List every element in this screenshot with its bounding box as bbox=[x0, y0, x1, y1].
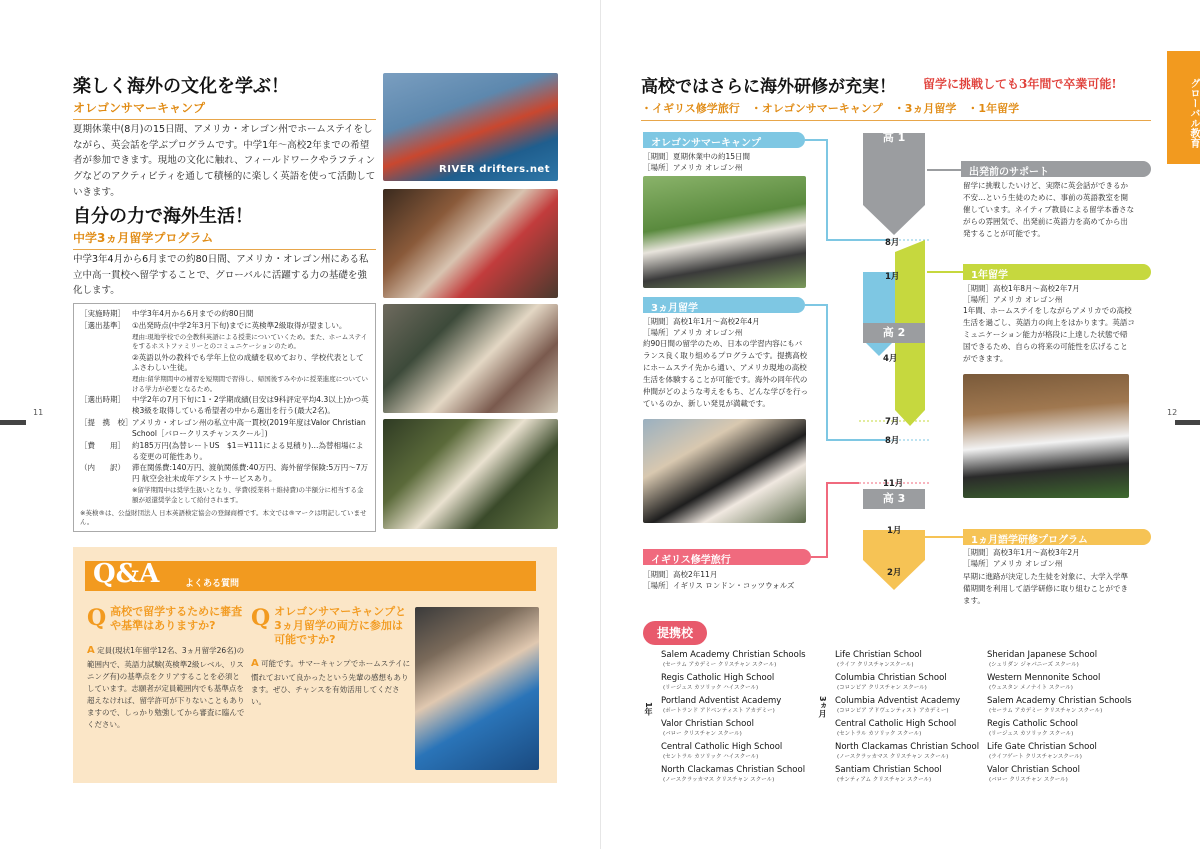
grade3-label: 高 3 bbox=[863, 489, 925, 509]
partner-column-1 bbox=[661, 650, 819, 788]
info-value: 滞在関係費:140万円、渡航関係費:40万円、海外留学保険:5万円〜7万円 航空会社未成年アシストサービスあり。 bbox=[132, 463, 368, 484]
partner-school-reading: (リージェス カソリック ハイスクール) bbox=[663, 685, 759, 691]
partner-school-name: Regis Catholic High School bbox=[661, 673, 775, 683]
page-edge-marker bbox=[1175, 420, 1200, 425]
info-key: ［選出基準］ bbox=[80, 320, 125, 330]
grade1-block bbox=[863, 133, 925, 235]
3month-photo bbox=[643, 419, 806, 523]
month-apr: 4月 bbox=[883, 354, 898, 364]
partner-3month-label: 3ヵ月 bbox=[818, 696, 827, 718]
partner-school-reading: (セントラル カソリック スクール) bbox=[837, 731, 922, 737]
partner-school-name: Regis Catholic School bbox=[987, 719, 1079, 729]
info-key: ［選出時期］ bbox=[80, 395, 125, 405]
support-tag: 出発前のサポート bbox=[961, 161, 1151, 177]
partner-school-name: Santiam Christian School bbox=[835, 765, 942, 775]
answer-2 bbox=[251, 656, 411, 708]
partner-school bbox=[661, 673, 819, 691]
q-mark-icon: Q bbox=[87, 605, 107, 631]
rafting-photo bbox=[383, 73, 558, 181]
3month-place: ［場所］アメリカ オレゴン州 bbox=[643, 328, 743, 338]
partner-school bbox=[835, 673, 993, 691]
qa-section bbox=[73, 547, 557, 783]
info-key: ［実施時期］ bbox=[80, 309, 125, 318]
partner-school-reading: (ノースクラッカマス クリスチャン スクール) bbox=[663, 777, 775, 783]
page-number-right: 12 bbox=[1167, 408, 1178, 417]
info-key bbox=[80, 333, 132, 352]
partner-school-name: Western Mennonite School bbox=[987, 673, 1101, 683]
1year-team-photo bbox=[963, 374, 1129, 498]
1month-tag: 1ヵ月語学研修プログラム bbox=[963, 529, 1151, 545]
homestay-photo bbox=[383, 189, 558, 298]
rafting-caption: RIVER drifters.net bbox=[439, 164, 550, 175]
partner-school-name: Columbia Adventist Academy bbox=[835, 696, 961, 706]
qa-logo: Q&A bbox=[93, 559, 160, 589]
partner-school-name: Columbia Christian School bbox=[835, 673, 947, 683]
partner-school-name: Sheridan Japanese School bbox=[987, 650, 1098, 660]
section-title-study: 自分の力で海外生活！ bbox=[73, 206, 253, 227]
partner-school-name: Valor Christian School bbox=[661, 719, 754, 729]
partner-school-name: Central Catholic High School bbox=[661, 742, 783, 752]
subhead-3month: 中学3ヵ月留学プログラム bbox=[73, 229, 376, 250]
right-title: 高校ではさらに海外研修が充実！ bbox=[641, 77, 896, 97]
info-row bbox=[80, 309, 369, 320]
info-row bbox=[80, 375, 369, 394]
global-education-tab[interactable]: グローバル教育 bbox=[1167, 51, 1200, 164]
info-value: アメリカ・オレゴン州の私立中高一貫校(2019年度はValor Christian School［バロークリスチャンスクール］) bbox=[132, 417, 366, 438]
a-mark-icon: A bbox=[87, 644, 95, 656]
partner-school-reading: (シェリダン ジャパニーズ スクール) bbox=[989, 662, 1079, 668]
subhead-summer-camp: オレゴンサマーキャンプ bbox=[73, 99, 376, 120]
1year-meta bbox=[963, 283, 1080, 306]
answer-2-text: 可能です。サマーキャンプでホームステイに慣れておいて良かったという先輩の感想もあります。ぜひ、チャンスを有効活用してください。 bbox=[251, 659, 411, 707]
right-title-accent: 留学に挑戦しても3年間で卒業可能! bbox=[923, 77, 1117, 91]
1year-period: ［期間］高校1年8月〜高校2年7月 bbox=[963, 284, 1080, 293]
partner-school bbox=[835, 719, 993, 737]
partner-school bbox=[835, 742, 993, 760]
partner-school-name: Portland Adventist Academy bbox=[661, 696, 782, 706]
partner-school-name: North Clackamas Christian School bbox=[835, 742, 980, 752]
partner-school-name: Salem Academy Christian Schools bbox=[987, 696, 1132, 706]
1year-tag: 1年留学 bbox=[963, 264, 1151, 280]
partner-school-reading: (セントラル カソリック ハイスクール) bbox=[663, 754, 759, 760]
page-number-left: 11 bbox=[33, 408, 44, 417]
partner-school-name: North Clackamas Christian School bbox=[661, 765, 806, 775]
info-row bbox=[80, 353, 369, 375]
support-desc: 留学に挑戦したいけど、実際に英会話ができるか不安…という生徒のために、事前の英語教室を開催しています。ネイティブ教員による留学本番さながらの雰囲気で、出発前に英語力を高めてから出発することが可能です。 bbox=[963, 181, 1135, 238]
info-key bbox=[80, 353, 132, 375]
oregon-meta bbox=[643, 151, 750, 174]
info-key bbox=[80, 486, 132, 505]
uk-place: ［場所］イギリス ロンドン・コッツウォルズ bbox=[643, 581, 795, 591]
3month-tag: 3ヵ月留学 bbox=[643, 297, 805, 313]
grade1-label: 高 1 bbox=[882, 131, 906, 144]
uk-period: ［期間］高校2年11月 bbox=[643, 570, 718, 579]
partner-school-reading: (ポートランド アドベンティスト アカデミー) bbox=[663, 708, 775, 714]
partner-school bbox=[987, 742, 1145, 760]
info-key bbox=[80, 375, 132, 394]
partner-school bbox=[661, 742, 819, 760]
partner-school bbox=[661, 650, 819, 668]
answer-1 bbox=[87, 643, 247, 731]
oregon-group-photo bbox=[643, 176, 806, 288]
1month-place: ［場所］アメリカ オレゴン州 bbox=[963, 559, 1063, 569]
classroom-photo bbox=[383, 304, 558, 413]
info-value: ※留学期間中は奨学生扱いとなり、学費(授業料＋維持費)の半額分に相当する金額が返還奨学金として給付されます。 bbox=[132, 486, 364, 504]
grade2-label: 高 2 bbox=[863, 323, 925, 343]
info-value: 中学2年の7月下旬に1・2学期成績(目安は9科評定平均4.3以上)かつ英検3級を取得している希望者の中から選出を行う(最大2名)。 bbox=[132, 395, 369, 416]
3month-period: ［期間］高校1年1月〜高校2年4月 bbox=[643, 317, 760, 326]
summer-camp-text: 夏期休業中(8月)の15日間、アメリカ・オレゴン州でホームステイをしながら、英会話を学ぶプログラムです。中学1年〜高校2年までの希望者が参加できます。現地の文化に触れ、フィールドワークやラフティングなどのアクティビティを通して積極的に楽しく英語を使って活動していきます。 bbox=[73, 124, 376, 198]
info-value: 理由:留学期間中の補習を短期間で習得し、帰国後すみやかに授業進度についていける学力が必要となるため。 bbox=[132, 375, 369, 393]
question-1 bbox=[87, 605, 247, 731]
3month-meta bbox=[643, 316, 760, 339]
info-row bbox=[80, 441, 369, 463]
partner-school-reading: (コロンビア アドヴェンティスト アカデミー) bbox=[837, 708, 949, 714]
1year-place: ［場所］アメリカ オレゴン州 bbox=[963, 295, 1063, 305]
info-row bbox=[80, 463, 369, 485]
info-value: 約185万円(為替レートUS $1＝¥111による見積り)…為替相場による変更の可能性あり。 bbox=[132, 440, 364, 461]
info-note: ※英検®は、公益財団法人 日本英語検定協会の登録商標です。本文では®マークは明記していません。 bbox=[80, 509, 367, 527]
partner-school-name: Life Christian School bbox=[835, 650, 922, 660]
1month-desc: 早期に進路が決定した生徒を対象に、大学入学準備期間を利用して語学研修に取り組むことができます。 bbox=[963, 572, 1128, 605]
partner-school-reading: (リージェス カソリック スクール) bbox=[989, 731, 1074, 737]
month-aug-2: 8月 bbox=[885, 436, 900, 446]
partner-school bbox=[835, 696, 993, 714]
uk-connector bbox=[811, 483, 859, 557]
partner-school-reading: (ウェスタン メノナイト スクール) bbox=[989, 685, 1073, 691]
section-title-summer: 楽しく海外の文化を学ぶ！ bbox=[73, 76, 289, 97]
partner-1year-label: 1年 bbox=[644, 702, 653, 716]
info-row bbox=[80, 418, 369, 440]
uk-tag: イギリス修学旅行 bbox=[643, 549, 811, 565]
partner-school-reading: (セーラム アカデミー クリスチャン スクール) bbox=[663, 662, 777, 668]
info-key: ［提 携 校］ bbox=[80, 417, 133, 427]
3month-block bbox=[863, 272, 895, 356]
month-jan-3: 1月 bbox=[887, 526, 902, 536]
info-row bbox=[80, 321, 369, 332]
info-value: 理由:現地学校での全教科英語による授業についていくため。また、ホームステイをするホストファミリーとのコミュニケーションのため。 bbox=[132, 332, 368, 351]
1year-desc: 1年間、ホームステイをしながらアメリカでの高校生活を過ごし、英語力の向上をはかります。英語コミュニケーション能力が格段に上達した状態で帰国できるため、自らの将来の可能性を広げることができます。 bbox=[963, 306, 1135, 363]
info-row bbox=[80, 333, 369, 352]
partner-school-reading: (バロー クリスチャン スクール) bbox=[989, 777, 1068, 783]
1month-period: ［期間］高校3年1月〜高校3年2月 bbox=[963, 548, 1080, 557]
partner-column-3 bbox=[987, 650, 1145, 788]
partner-school bbox=[987, 719, 1145, 737]
hug-photo bbox=[415, 607, 539, 770]
q-mark-icon: Q bbox=[251, 605, 271, 631]
oregon-period: ［期間］夏期休業中の約15日間 bbox=[643, 152, 751, 161]
uk-meta bbox=[643, 569, 795, 592]
right-subtitle: ・イギリス修学旅行 ・オレゴンサマーキャンプ ・3ヵ月留学 ・1年留学 bbox=[641, 100, 1151, 121]
partner-school bbox=[987, 650, 1145, 668]
month-aug: 8月 bbox=[885, 238, 900, 248]
partner-school-reading: (ノースクラッカマス クリスチャン スクール) bbox=[837, 754, 949, 760]
3month-text: 中学3年4月から6月までの約80日間、アメリカ・オレゴン州にある私立中高一貫校へ留学することで、グローバルに活躍する力の基礎を強化します。 bbox=[73, 254, 369, 297]
partner-school-name: Life Gate Christian School bbox=[987, 742, 1097, 752]
month-nov: 11月 bbox=[883, 479, 904, 489]
qa-subtitle: よくある質問 bbox=[185, 579, 240, 589]
partner-school-reading: (ライフ クリスチャンスクール) bbox=[837, 662, 914, 668]
partner-school bbox=[987, 673, 1145, 691]
partner-school bbox=[987, 765, 1145, 783]
info-key: （内 訳） bbox=[80, 463, 125, 473]
a-mark-icon: A bbox=[251, 658, 259, 670]
1month-block bbox=[863, 530, 925, 590]
question-2-text: オレゴンサマーキャンプと3ヵ月留学の両方に参加は可能ですか? bbox=[274, 605, 407, 646]
partner-column-2 bbox=[835, 650, 993, 788]
partner-school bbox=[835, 765, 993, 783]
oregon-tag: オレゴンサマーキャンプ bbox=[643, 132, 805, 148]
answer-1-text: 定員(現状1年留学12名、3ヵ月留学26名)の範囲内で、英語力試験(英検準2級レベル、リスニング有)の基準点をクリアすることを必須としています。志願者が定員範囲内でも基準点を超えなければ、留学許可が下りないこともありますので、しっかり勉強してから審査に臨んでください。 bbox=[87, 645, 245, 729]
month-feb: 2月 bbox=[887, 568, 902, 578]
question-2 bbox=[251, 605, 411, 708]
partner-school-reading: (バロー クリスチャン スクール) bbox=[663, 731, 742, 737]
partner-schools-title: 提携校 bbox=[643, 621, 707, 645]
partner-school-name: Central Catholic High School bbox=[835, 719, 957, 729]
question-1-text: 高校で留学するために審査や基準はありますか? bbox=[110, 605, 243, 632]
info-row bbox=[80, 395, 369, 417]
program-info-box bbox=[73, 303, 376, 532]
partner-school-reading: (セーラム アカデミー クリスチャン スクール) bbox=[989, 708, 1103, 714]
partner-school-name: Valor Christian School bbox=[987, 765, 1080, 775]
info-value: ②英語以外の教科でも学年上位の成績を収めており、学校代表としてふさわしい生徒。 bbox=[132, 352, 364, 373]
partner-school-reading: (ライフゲート クリスチャンスクール) bbox=[989, 754, 1082, 760]
partner-school bbox=[835, 650, 993, 668]
month-jan: 1月 bbox=[885, 272, 900, 282]
students-outdoor-photo bbox=[383, 419, 558, 529]
partner-school bbox=[661, 765, 819, 783]
info-value: ①出発時点(中学2年3月下旬)までに英検準2級取得が望ましい。 bbox=[132, 320, 347, 330]
page-edge-marker bbox=[0, 420, 26, 425]
info-row bbox=[80, 486, 369, 505]
month-jul: 7月 bbox=[885, 417, 900, 427]
right-page bbox=[600, 0, 1200, 849]
partner-school-name: Salem Academy Christian Schools bbox=[661, 650, 806, 660]
1month-meta bbox=[963, 547, 1080, 570]
info-value: 中学3年4月から6月までの約80日間 bbox=[132, 309, 254, 318]
info-key: ［費 用］ bbox=[80, 440, 125, 450]
partner-school bbox=[661, 696, 819, 714]
partner-school bbox=[987, 696, 1145, 714]
partner-school-reading: (コロンビア クリスチャン スクール) bbox=[837, 685, 927, 691]
3month-desc: 約90日間の留学のため、日本の学習内容にもバランス良く取り組めるプログラムです。提携高校にホームステイ先から通い、アメリカ現地の高校生活を体験することが可能です。海外の同年代の仲間がどのような考えをもち、どんな学びを行っているのか、新しい発見が満載です。 bbox=[643, 339, 808, 408]
oregon-place: ［場所］アメリカ オレゴン州 bbox=[643, 163, 743, 173]
partner-school-reading: (サンティアム クリスチャン スクール) bbox=[837, 777, 932, 783]
partner-school bbox=[661, 719, 819, 737]
